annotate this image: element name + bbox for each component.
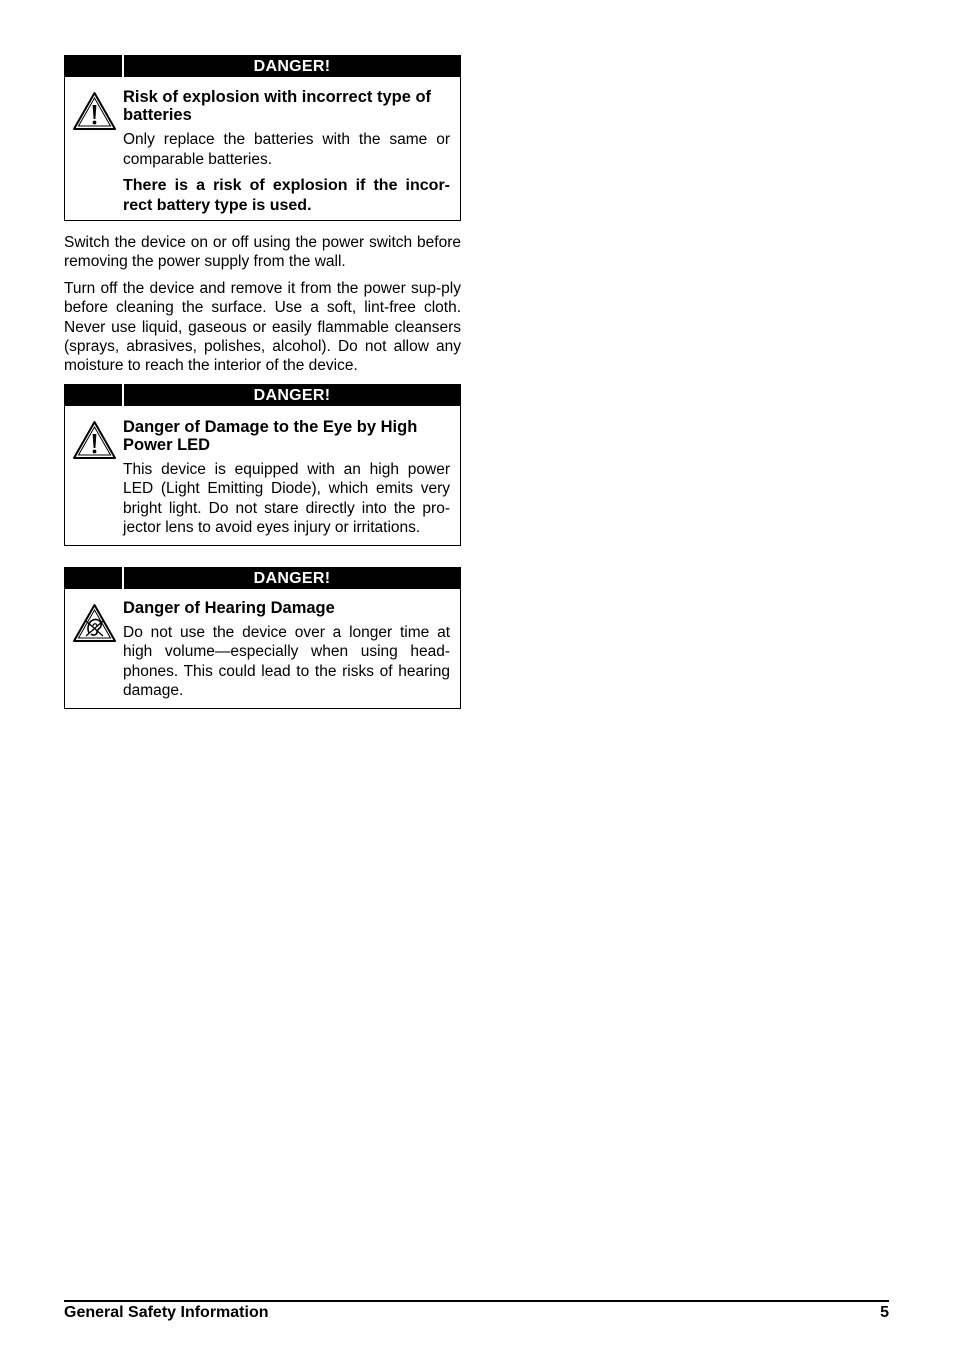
- footer-section-title: General Safety Information: [64, 1304, 269, 1321]
- content-column: [64, 55, 461, 709]
- danger-text: Only replace the batteries with the same or comparable batteries.: [123, 131, 450, 168]
- warning-triangle-icon: [72, 420, 117, 460]
- danger-box-hearing: [64, 567, 461, 709]
- danger-header: [65, 384, 460, 406]
- hearing-damage-icon: [72, 603, 117, 643]
- warning-triangle-icon: [72, 91, 117, 131]
- body-paragraph: Switch the device on or off using the power switch before removing the power supply from the wall.: [64, 234, 461, 271]
- danger-label: DANGER!: [253, 569, 331, 587]
- footer-rule: [64, 1300, 889, 1302]
- danger-box-batteries: [64, 55, 461, 221]
- danger-title: Danger of Damage to the Eye by High Power LED: [123, 417, 418, 454]
- danger-header: [65, 55, 460, 77]
- danger-text: This device is equipped with an high power LED (Light Emitting Diode), which emits very bright light. Do not stare directly into the pro-jector lens to avoid eyes injury or irritations.: [123, 460, 450, 537]
- body-paragraph: Turn off the device and remove it from the power sup-ply before cleaning the surface. Use a soft, lint-free cloth. Never use liquid, gaseous or easily flammable cleansers (sprays, abrasives, polishes, alcohol). Do not allow any moisture to reach the interior of the device.: [64, 279, 461, 375]
- danger-text: Do not use the device over a longer time at high volume—especially when using head-phones. This could lead to the risks of hearing damage.: [123, 623, 450, 700]
- danger-title: Risk of explosion with incorrect type of batteries: [123, 88, 432, 124]
- danger-header: [65, 567, 460, 589]
- page-number: 5: [880, 1304, 889, 1321]
- danger-label: DANGER!: [253, 386, 331, 404]
- danger-label: DANGER!: [253, 58, 331, 75]
- danger-title: Danger of Hearing Damage: [123, 598, 335, 617]
- danger-box-led: [64, 384, 461, 546]
- danger-warning-text: There is a risk of explosion if the incor-rect battery type is used.: [123, 177, 450, 214]
